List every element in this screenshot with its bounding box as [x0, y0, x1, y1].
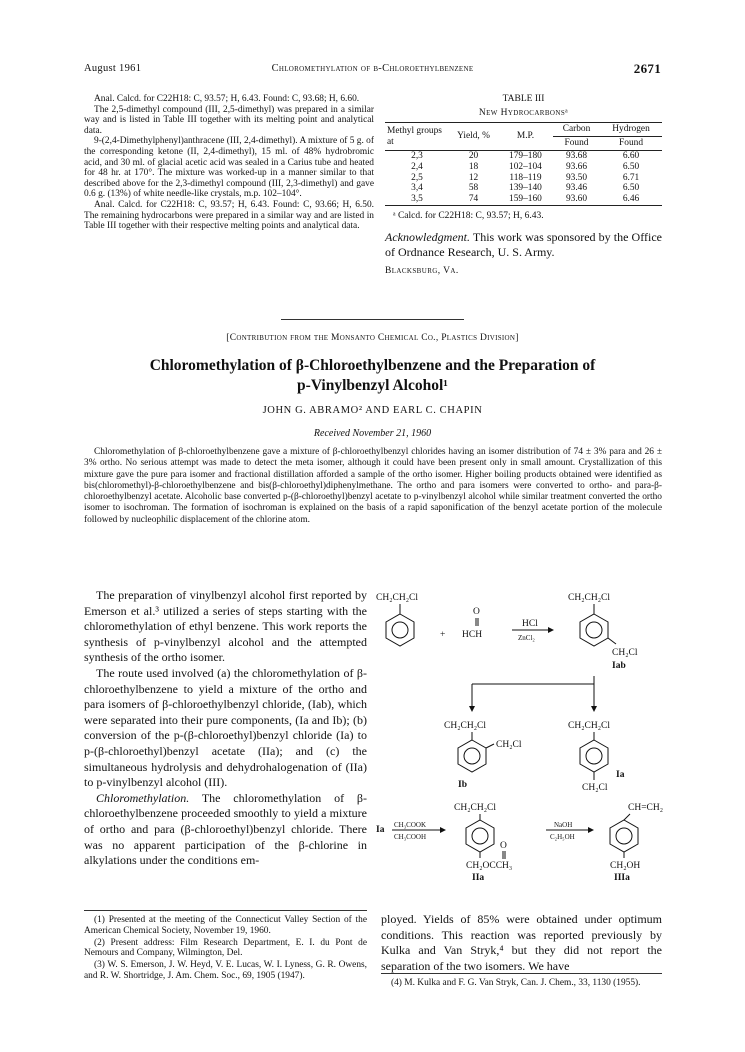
reaction-scheme [372, 582, 672, 904]
iab-ch2cl: CH₂Cl [612, 648, 638, 658]
table-row [385, 194, 662, 205]
label-ia-start: Ia [376, 825, 385, 835]
reactant-substituent: CH₂CH₂Cl [376, 593, 418, 603]
chloromethylation-paragraph [84, 791, 367, 869]
header-mp: M.P. [516, 131, 535, 141]
table-row [385, 173, 662, 184]
header-hydrogen: Hydrogen [600, 123, 662, 137]
benzene-ring-reactant [386, 604, 414, 646]
body-left-column [84, 588, 367, 869]
acknowledgment-text: This work was sponsored by the Office of Ordnance Research, U. S. Army. [385, 229, 662, 259]
abstract [84, 447, 662, 526]
table-row [385, 183, 662, 194]
page-header [84, 63, 661, 79]
footnote-4: (4) M. Kulka and F. G. Van Stryk, Can. J. Chem., 33, 1130 (1955). [391, 978, 641, 988]
table-cell: 118–119 [509, 172, 542, 183]
footnotes-right [381, 973, 662, 989]
page-number: 2671 [633, 61, 661, 76]
route-paragraph: The route used involved (a) the chloromethylation of β-chloroethylbenzene to yield a mixture of the ortho and para isomers of β-chloroethylbenzyl chloride, (Iab), which were separated into their pure components, (Ia and Ib); (b) conversion of the p-(β-chloroethyl)benzyl chloride (Ia) to p-(β-chloroethyl)benzyl acetate (IIa); and (c) the simultaneous hydrolysis and dehydrohalogenation of (IIa) to p-vinylbenzyl alcohol (III). [84, 665, 367, 790]
arrow-head [591, 706, 597, 712]
body-right-column [381, 912, 662, 974]
table-cell: 3,5 [385, 194, 449, 205]
received-date: Received November 21, 1960 [313, 428, 432, 439]
hydrocarbons-table [385, 122, 662, 206]
header-hydrogen-found: Found [619, 138, 644, 148]
authors: JOHN G. ABRAMO² AND EARL C. CHAPIN [262, 405, 483, 416]
acknowledgment [385, 230, 662, 260]
table-cell: 179–180 [509, 151, 542, 161]
ib-substituent: CH₂CH₂Cl [444, 721, 486, 731]
header-yield: Yield, % [457, 131, 490, 141]
contribution-line: [Contribution from the Monsanto Chemical Co., Plastics Division] [226, 333, 519, 343]
label-ia: Ia [616, 770, 625, 780]
table-cell: 20 [468, 151, 479, 161]
iia-acetate: CH₂OCCH₃ [466, 861, 513, 871]
reagent-c2h5oh: C₂H₅OH [550, 833, 575, 841]
iia-substituent: CH₂CH₂Cl [454, 803, 496, 813]
reagent-ch3cook: CH₃COOK [394, 821, 426, 829]
reagent-hcl: HCl [522, 619, 538, 629]
running-title: Chloromethylation of β-Chloroethylbenzene [271, 63, 474, 74]
label-iiia: IIIa [614, 873, 630, 883]
table-cell: 102–104 [509, 161, 542, 172]
table-cell: 74 [449, 194, 498, 205]
table-cell: 93.68 [565, 151, 588, 161]
intro-paragraph: The preparation of vinylbenzyl alcohol first reported by Emerson et al.³ utilized a series of steps starting with the chloromethylation of ethyl benzene. This work reports the synthesis of p-vinylbenzyl alcohol and the attempted synthesis of the ortho isomer. [84, 588, 367, 665]
reagent-zncl2: ZnCl₂ [518, 634, 535, 642]
table-cell: 6.50 [622, 161, 640, 172]
table-cell: 93.60 [553, 194, 600, 205]
title-line-2: p-Vinylbenzyl Alcohol¹ [297, 377, 448, 394]
reagent-ch3cooh: CH₃COOH [394, 833, 426, 841]
top-left-column [84, 94, 374, 232]
label-iia: IIa [472, 873, 485, 883]
table-row [385, 151, 662, 162]
label-iab: Iab [612, 661, 626, 671]
anthracene-paragraph: 9-(2,4-Dimethylphenyl)anthracene (III, 2,4-dimethyl). A mixture of 5 g. of the corresponding ketone (II, 2,4-dimethyl), 15 ml. of 48% hydrobromic acid, and 30 ml. of glacial acetic acid was sealed in a Carius tube and heated for 48 hr. at 170°. The mixture was worked-up in a manner similar to that described above for the 2,3-dimethyl compound (III, 2,3-dimethyl) and gave 0.6 g. (13%) of white needle-like crystals, m.p. 102–104°. [84, 136, 374, 200]
table-cell: 6.50 [622, 183, 640, 194]
footnotes-left [84, 910, 367, 983]
table-cell: 2,4 [411, 161, 423, 172]
footnote-2: (2) Present address: Film Research Department, E. I. du Pont de Nemours and Company, Wilmington, Del. [84, 937, 367, 959]
header-carbon-found: Found [564, 138, 589, 148]
continuation-paragraph: ployed. Yields of 85% were obtained under optimum conditions. This reaction was reported previously by Kulka and Van Stryk,⁴ but they did not report the separation of the two isomers. We have [381, 912, 662, 973]
table-cell: 93.46 [565, 183, 588, 194]
reagent-naoh: NaOH [554, 821, 573, 829]
table-cell: 6.71 [622, 172, 640, 183]
footnote-1: (1) Presented at the meeting of the Connecticut Valley Section of the American Chemical Society, November 19, 1960. [84, 915, 367, 936]
analysis-paragraph-2: Anal. Calcd. for C22H18: C, 93.57; H, 6.43. Found: C, 93.66; H, 6.50. The remaining hydrocarbons were prepared in a similar way and are listed in Table III together with their respective melting points and analytical data. [84, 199, 374, 232]
table-subtitle: New Hydrocarbonsᵃ [478, 108, 569, 118]
chloromethylation-heading: Chloromethylation. [96, 790, 190, 805]
iab-substituent: CH₂CH₂Cl [568, 593, 610, 603]
table-cell: 6.60 [622, 151, 640, 161]
table-footnote: ᵃ Calcd. for C22H18: C, 93.57; H, 6.43. [393, 210, 544, 221]
arrow-head [469, 706, 475, 712]
title-line-1: Chloromethylation of β-Chloroethylbenzene and the Preparation of [149, 357, 596, 374]
table-cell: 58 [468, 183, 479, 194]
benzene-ring-iia [466, 814, 494, 858]
header-methyl: Methyl groups at [387, 125, 442, 147]
table-row [385, 162, 662, 173]
table-cell: 12 [468, 172, 479, 183]
arrow-head [548, 627, 554, 633]
iiia-ch2oh: CH₂OH [610, 861, 641, 871]
vinyl-group: CH=CH₂ [628, 803, 664, 813]
table-cell: 18 [468, 161, 479, 172]
table-title: TABLE III [502, 94, 545, 104]
article-title [84, 356, 661, 396]
table-cell: 3,4 [411, 183, 423, 194]
table-cell: 2,3 [411, 151, 423, 161]
ia-ch2cl: CH₂Cl [582, 783, 608, 793]
formaldehyde: HCH [462, 630, 483, 640]
ia-substituent: CH₂CH₂Cl [568, 721, 610, 731]
benzene-ring-iab [580, 604, 616, 646]
table-cell: 159–160 [498, 194, 553, 205]
acknowledgment-label: Acknowledgment. [385, 229, 470, 244]
dimethyl-paragraph: The 2,5-dimethyl compound (III, 2,5-dimethyl) was prepared in a similar way and is listed in Table III together with its melting point and analytical data. [84, 104, 374, 136]
header-date: August 1961 [84, 63, 142, 74]
header-carbon: Carbon [553, 123, 600, 137]
chloromethylation-text: The chloromethylation of β-chloroethylbenzene proceeded smoothly to yield a mixture of ortho and para (β-chloroethyl)benzyl chloride. There was no apparent participation of the β-chlorine in alkylations under the conditions em- [84, 790, 367, 868]
author-location: Blacksburg, Va. [385, 265, 459, 276]
table-cell: 139–140 [509, 183, 542, 194]
label-ib: Ib [458, 780, 467, 790]
arrow-head [588, 827, 594, 833]
footnote-3: (3) W. S. Emerson, J. W. Heyd, V. E. Lucas, W. I. Lyness, G. R. Owens, and R. W. Shortridge, J. Am. Chem. Soc., 69, 1905 (1947). [84, 960, 367, 981]
acetate-oxygen: O [500, 841, 507, 851]
analysis-paragraph-1: Anal. Calcd. for C22H18: C, 93.57; H, 6.43. Found: C, 93.68; H, 6.60. [94, 94, 360, 104]
table-cell: 93.50 [565, 172, 588, 183]
section-divider [281, 319, 464, 320]
formaldehyde-oxygen: O [473, 607, 480, 617]
benzene-ring-ib [458, 732, 494, 772]
table-cell: 93.66 [565, 161, 588, 172]
ib-ch2cl: CH₂Cl [496, 740, 522, 750]
plus-sign: + [440, 630, 446, 640]
table-cell: 6.46 [600, 194, 662, 205]
table-cell: 2,5 [411, 172, 423, 183]
benzene-ring-ia [580, 732, 608, 780]
benzene-ring-iiia [610, 814, 638, 858]
abstract-text: Chloromethylation of β-chloroethylbenzene gave a mixture of β-chloroethylbenzyl chlorides having an isomer distribution of 74 ± 3% para and 26 ± 3% ortho. No serious attempt was made to detect the meta isomer, although it could have been present only in small amount. Crystallization of this mixture gave the pure para isomer and fractional distillation afforded a sample of the ortho isomer. Higher boiling products obtained were identified as bis(chloromethyl)-β-chloroethylbenzene and bis(β-chloroethyl)diphenylmethane. The ortho and para isomers were converted to ortho- and para-β-chloroethylbenzyl acetate. Alcoholic base converted p-(β-chloroethyl)benzyl acetate to p-vinylbenzyl alcohol while similar treatment converted the ortho isomer to isochroman. The formation of isochroman is explained on the basis of a rapid saponification of the benzyl acetate portion of the molecule followed by nucleophilic displacement of the chlorine atom. [84, 447, 662, 525]
arrow-head [440, 827, 446, 833]
top-right-column [385, 94, 662, 276]
